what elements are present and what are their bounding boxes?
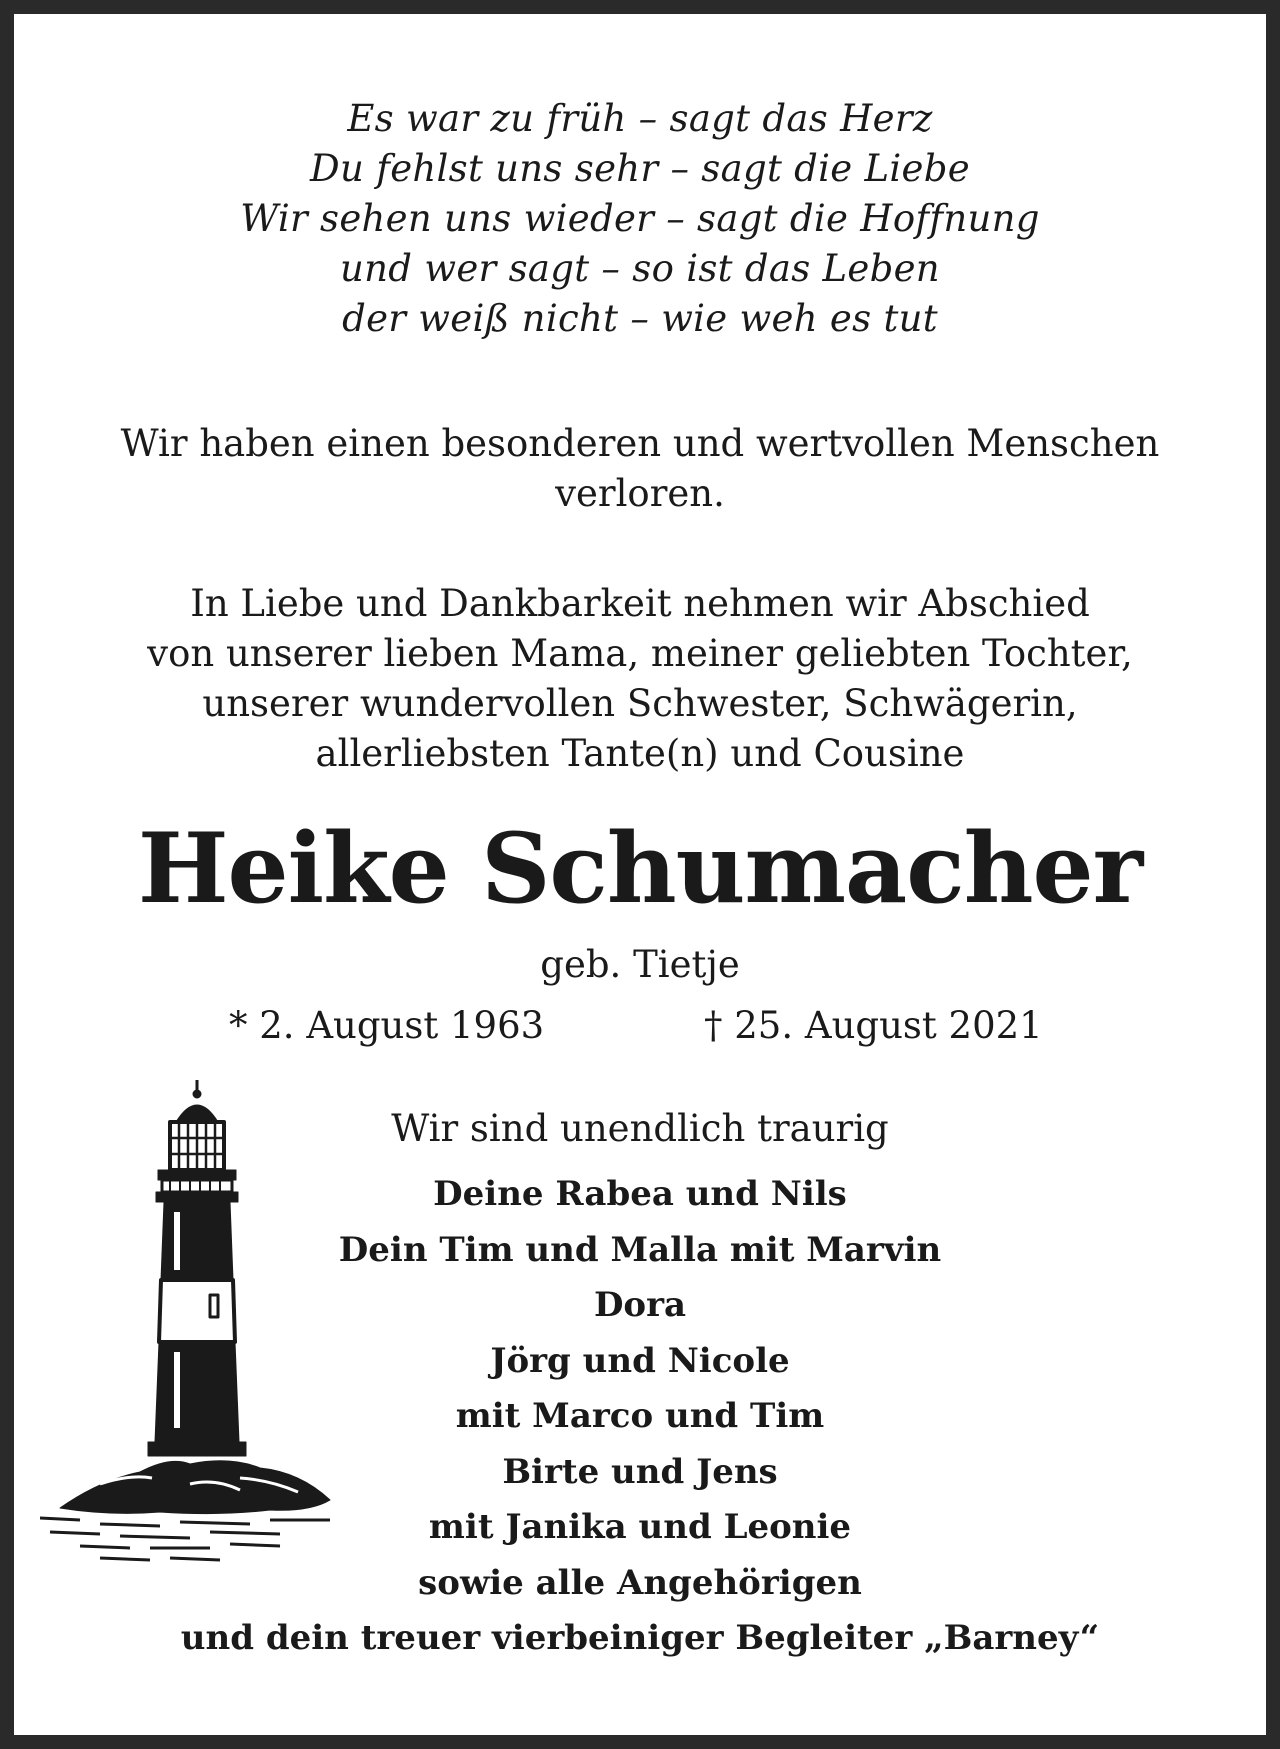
- intro-paragraph: [14, 419, 1266, 519]
- poem-line: Du fehlst uns sehr – sagt die Liebe: [310, 147, 970, 190]
- birth-date: * 2. August 1963: [229, 1004, 545, 1047]
- intro-line: Wir haben einen besonderen und wertvollen Menschen: [120, 422, 1160, 465]
- family-line: Birte und Jens: [502, 1451, 778, 1492]
- family-line: Dora: [593, 1285, 687, 1325]
- deceased-name: Heike Schumacher: [137, 812, 1143, 925]
- farewell-paragraph: [14, 579, 1266, 779]
- family-line: Jörg und Nicole: [490, 1340, 790, 1381]
- family-line: mit Marco und Tim: [455, 1396, 825, 1436]
- farewell-line: allerliebsten Tante(n) und Cousine: [315, 732, 965, 775]
- lighthouse-icon: [40, 1080, 370, 1570]
- family-line: und dein treuer vierbeiniger Begleiter „Barney“: [180, 1618, 1100, 1658]
- poem-line: und wer sagt – so ist das Leben: [340, 247, 940, 290]
- farewell-line: In Liebe und Dankbarkeit nehmen wir Abschied: [190, 582, 1090, 625]
- family-line: mit Janika und Leonie: [428, 1507, 852, 1547]
- mourning-line: Wir sind unendlich traurig: [391, 1107, 889, 1150]
- poem-line: Es war zu früh – sagt das Herz: [347, 97, 933, 140]
- poem: [14, 94, 1266, 344]
- maiden-name: geb. Tietje: [540, 943, 740, 986]
- poem-line: Wir sehen uns wieder – sagt die Hoffnung: [240, 197, 1040, 240]
- family-line: Deine Rabea und Nils: [433, 1174, 847, 1214]
- family-line: sowie alle Angehörigen: [418, 1562, 862, 1603]
- family-line: Dein Tim und Malla mit Marvin: [338, 1229, 942, 1270]
- intro-line: verloren.: [555, 472, 725, 515]
- farewell-line: unserer wundervollen Schwester, Schwägerin,: [202, 682, 1078, 725]
- farewell-line: von unserer lieben Mama, meiner geliebten Tochter,: [147, 632, 1133, 675]
- poem-line: der weiß nicht – wie weh es tut: [342, 297, 938, 340]
- death-date: † 25. August 2021: [704, 1004, 1043, 1047]
